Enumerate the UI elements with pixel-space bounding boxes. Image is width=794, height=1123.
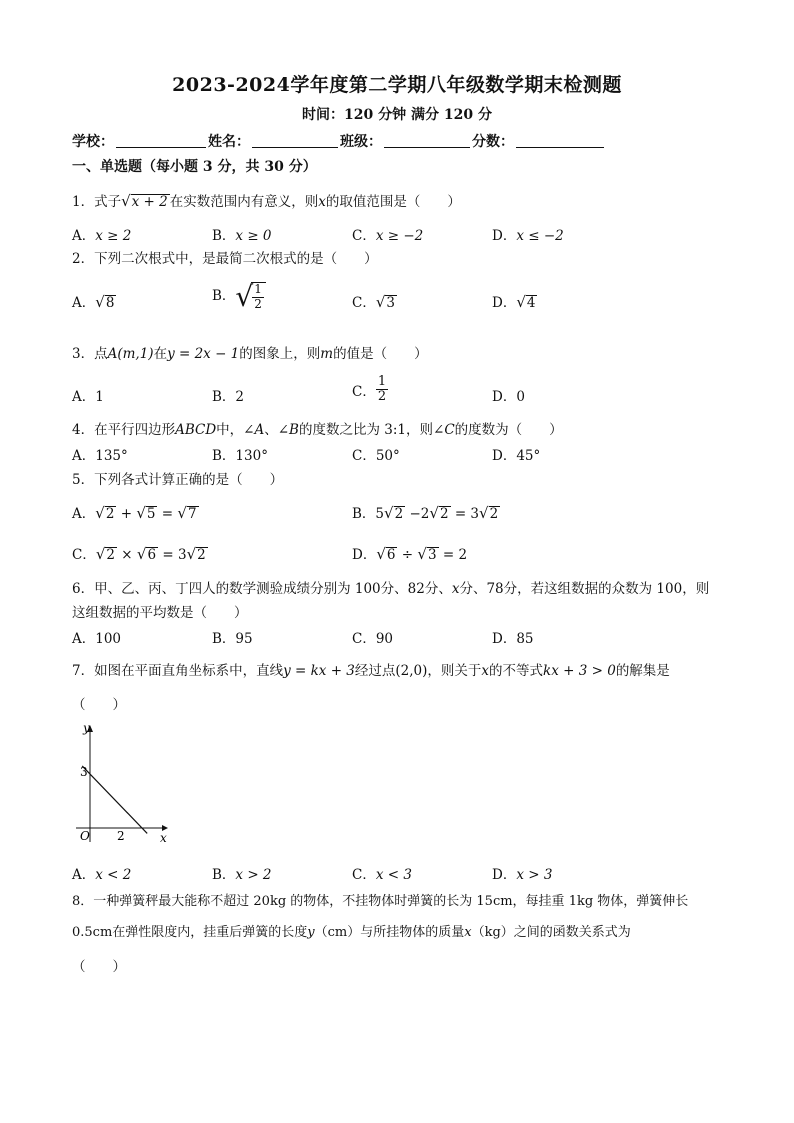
q4-abcd: ABCD (175, 422, 217, 438)
q5-option-d[interactable]: D．√6 ÷ √3 = 2 (352, 545, 468, 563)
q1-var: x (318, 194, 326, 210)
q5-option-b[interactable]: B．5√2 −2√2 = 3√2 (352, 504, 499, 522)
q1-option-d[interactable] (492, 224, 564, 244)
question-8-line-2 (72, 921, 631, 940)
option-label: A． (72, 631, 96, 647)
option-text: 2 (235, 389, 245, 405)
option-coef: 5 (375, 506, 385, 522)
option-radicand: 6 (386, 547, 396, 563)
option-label: C． (352, 295, 376, 311)
q7-text: ，则关于 (427, 663, 482, 679)
q3-option-c[interactable] (352, 375, 388, 405)
question-8-line-1: 8．一种弹簧秤最大能称不超过 20kg 的物体，不挂物体时弹簧的长为 15cm，每挂重 1kg 物体，弹簧伸长 (72, 894, 689, 909)
q3-prefix: 3．点 (72, 346, 108, 362)
option-label: D． (492, 867, 517, 883)
option-operator: + (120, 506, 133, 522)
q3-option-b[interactable] (212, 385, 244, 405)
q7-var: x (481, 663, 490, 679)
q1-mid: 在实数范围内有意义，则 (169, 194, 319, 210)
option-equals: = 2 (442, 547, 468, 563)
q7-text: 的解集是 (615, 663, 670, 679)
option-text: 90 (375, 631, 394, 647)
option-radicand: 6 (147, 547, 157, 563)
option-text: x < 3 (375, 867, 412, 883)
class-blank[interactable] (384, 133, 470, 148)
option-equals: = 3 (162, 547, 187, 563)
q3-mid2: 的图象上，则 (239, 346, 321, 362)
question-5: 5．下列各式计算正确的是（ ） (72, 472, 284, 488)
q7-equation: y = kx + 3 (283, 663, 355, 679)
q1-option-b[interactable] (212, 224, 272, 244)
q7-option-b[interactable] (212, 863, 272, 883)
option-equals: = (161, 506, 174, 522)
q7-text: 7．如图在平面直角坐标系中，直线 (72, 663, 284, 679)
q3-var: m (320, 346, 334, 362)
score-label: 分数： (472, 134, 514, 150)
q6-option-d[interactable] (492, 627, 534, 647)
q3-option-a[interactable] (72, 385, 104, 405)
q4-text: 中，∠ (216, 422, 255, 438)
option-equals: = 3 (454, 506, 480, 522)
origin-label: O (80, 829, 90, 843)
score-blank[interactable] (516, 133, 604, 148)
x-intercept-label: 2 (117, 829, 125, 843)
question-7-line-2: （ ） (72, 697, 126, 713)
question-7-line-1 (72, 659, 670, 679)
option-label: A． (72, 295, 96, 311)
q6-text: 6．甲、乙、丙、丁四人的数学测验成绩分别为 100分、82分、 (72, 581, 452, 597)
q4-angle-a: A (254, 422, 265, 438)
option-text: x > 2 (235, 867, 272, 883)
option-label: B． (212, 867, 236, 883)
option-text: 85 (516, 631, 534, 647)
exam-title: 2023-2024学年度第二学期八年级数学期末检测题 (172, 74, 622, 96)
q8-text: （kg）之间的函数关系式为 (471, 925, 631, 940)
q4-option-a[interactable] (72, 444, 128, 464)
option-denominator: 2 (254, 296, 262, 311)
option-text: 130° (235, 448, 268, 464)
q1-radicand: x + 2 (131, 194, 168, 210)
option-label: A． (72, 389, 96, 405)
section-heading: 一、单选题（每小题 3 分，共 30 分） (72, 159, 317, 175)
q7-option-c[interactable] (352, 863, 412, 883)
option-numerator: 1 (377, 374, 387, 389)
question-3 (72, 342, 428, 362)
option-label: C． (72, 547, 96, 563)
option-label: C． (352, 383, 376, 400)
option-text: 45° (516, 448, 541, 464)
option-text: x ≥ −2 (375, 228, 424, 244)
option-denominator: 2 (377, 389, 387, 405)
option-text: x > 3 (516, 867, 553, 883)
option-label: D． (492, 228, 517, 244)
q4-text: 、∠ (264, 422, 290, 438)
option-radicand: 2 (106, 547, 115, 563)
q4-text: 的度数之比为 3:1，则∠ (298, 422, 445, 438)
q5-option-c[interactable]: C．√2 × √6 = 3√2 (72, 545, 206, 563)
option-label: B． (212, 631, 236, 647)
q7-text: 经过点 (354, 663, 396, 679)
q8-xvar: x (464, 925, 472, 940)
option-text: 95 (235, 631, 253, 647)
option-label: A． (72, 867, 96, 883)
option-label: B． (212, 288, 236, 304)
option-label: B． (212, 448, 236, 464)
option-label: C． (352, 228, 376, 244)
option-label: D． (492, 448, 517, 464)
question-6-line-1 (72, 577, 709, 597)
q1-suffix: 的取值范围是（ ） (325, 194, 461, 210)
q4-text: 的度数为（ ） (454, 422, 563, 438)
option-text: x ≥ 0 (235, 228, 272, 244)
option-label: C． (352, 448, 376, 464)
q7-text: 的不等式 (489, 663, 544, 679)
q6-option-c[interactable] (352, 627, 393, 647)
option-text: x < 2 (95, 867, 132, 883)
option-text: 0 (516, 389, 525, 405)
option-radicand: 8 (105, 295, 115, 311)
q7-option-a[interactable] (72, 863, 131, 883)
name-label: 姓名： (208, 134, 250, 150)
q4-text: 4．在平行四边形 (72, 422, 176, 438)
option-operator: ÷ (401, 547, 414, 563)
name-blank[interactable] (252, 133, 338, 148)
option-label: D． (352, 547, 377, 563)
q6-text: 分、78分，若这组数据的众数为 100，则 (459, 581, 710, 597)
option-radicand: 2 (439, 506, 449, 522)
q6-option-b[interactable] (212, 627, 253, 647)
option-label: B． (352, 506, 376, 522)
q3-option-d[interactable] (492, 385, 525, 405)
q5-option-a[interactable]: A．√2 + √5 = √7 (72, 504, 197, 522)
q8-yvar: y (307, 925, 315, 940)
option-radicand: 3 (427, 547, 437, 563)
q3-point: A(m,1) (107, 346, 154, 362)
option-label: D． (492, 389, 517, 405)
question-2: 2．下列二次根式中，是最简二次根式的是（ ） (72, 251, 378, 267)
school-blank[interactable] (116, 133, 206, 148)
q2-option-b[interactable]: B．√ $\frac{1}{2}$ (212, 280, 266, 313)
question-4 (72, 418, 563, 438)
q4-option-d[interactable] (492, 444, 540, 464)
exam-subtitle: 时间：120 分钟 满分 120 分 (302, 107, 492, 123)
q7-option-d[interactable] (492, 863, 552, 883)
option-radicand: 5 (146, 506, 156, 522)
q3-mid: 在 (153, 346, 168, 362)
q1-option-c[interactable] (352, 224, 423, 244)
option-label: D． (492, 631, 517, 647)
class-label: 班级： (340, 134, 382, 150)
option-label: C． (352, 867, 376, 883)
option-radicand: 2 (105, 506, 115, 522)
option-radicand: 2 (394, 506, 404, 522)
q3-suffix: 的值是（ ） (333, 346, 428, 362)
y-axis-label: y (83, 721, 90, 735)
q2-option-d[interactable]: D．√4 (492, 293, 536, 311)
question-1: 1．式子√x + 2 在实数范围内有意义，则x的取值范围是（ ） (72, 192, 461, 210)
option-label: B． (212, 389, 236, 405)
q7-graph (70, 718, 170, 848)
q7-inequality: kx + 3 > 0 (543, 663, 616, 679)
option-text: 50° (375, 448, 400, 464)
question-6-line-2: 这组数据的平均数是（ ） (72, 605, 248, 621)
q4-option-c[interactable] (352, 444, 400, 464)
x-axis-label: x (160, 831, 167, 845)
option-radicand: 3 (386, 295, 395, 311)
option-label: A． (72, 228, 96, 244)
option-label: A． (72, 506, 96, 522)
q7-point: (2,0) (395, 663, 428, 679)
option-label: C． (352, 631, 376, 647)
q3-equation: y = 2x − 1 (167, 346, 240, 362)
q1-option-a[interactable] (72, 224, 131, 244)
q2-option-a[interactable]: A．√8 (72, 293, 115, 311)
q2-option-c[interactable]: C．√3 (352, 293, 395, 311)
y-intercept-label: 3 (80, 765, 88, 779)
option-numerator: 1 (254, 282, 262, 297)
option-radicand: 4 (526, 295, 536, 311)
option-text: 100 (95, 631, 122, 647)
option-label: B． (212, 228, 236, 244)
option-text: 135° (95, 448, 128, 464)
option-radicand: 2 (197, 547, 206, 563)
option-label: A． (72, 448, 96, 464)
q4-option-b[interactable] (212, 444, 268, 464)
option-operator: −2 (409, 506, 430, 522)
school-label: 学校： (72, 134, 114, 150)
q8-text: 0.5cm在弹性限度内，挂重后弹簧的长度 (72, 925, 308, 940)
option-radicand: 7 (187, 506, 197, 522)
option-label: D． (492, 295, 517, 311)
option-radicand: 2 (489, 506, 499, 522)
option-text: x ≥ 2 (95, 228, 132, 244)
q8-text: （cm）与所挂物体的质量 (314, 925, 465, 940)
q6-var: x (451, 581, 460, 597)
q4-angle-c: C (444, 422, 455, 438)
q1-prefix: 1．式子 (72, 194, 122, 210)
q6-option-a[interactable] (72, 627, 121, 647)
option-text: 1 (95, 389, 104, 405)
student-info-row (72, 131, 606, 151)
question-8-line-3: （ ） (72, 959, 126, 975)
graph-line (82, 766, 147, 834)
q4-angle-b: B (289, 422, 299, 438)
option-operator: × (121, 547, 133, 563)
option-text: x ≤ −2 (516, 228, 564, 244)
